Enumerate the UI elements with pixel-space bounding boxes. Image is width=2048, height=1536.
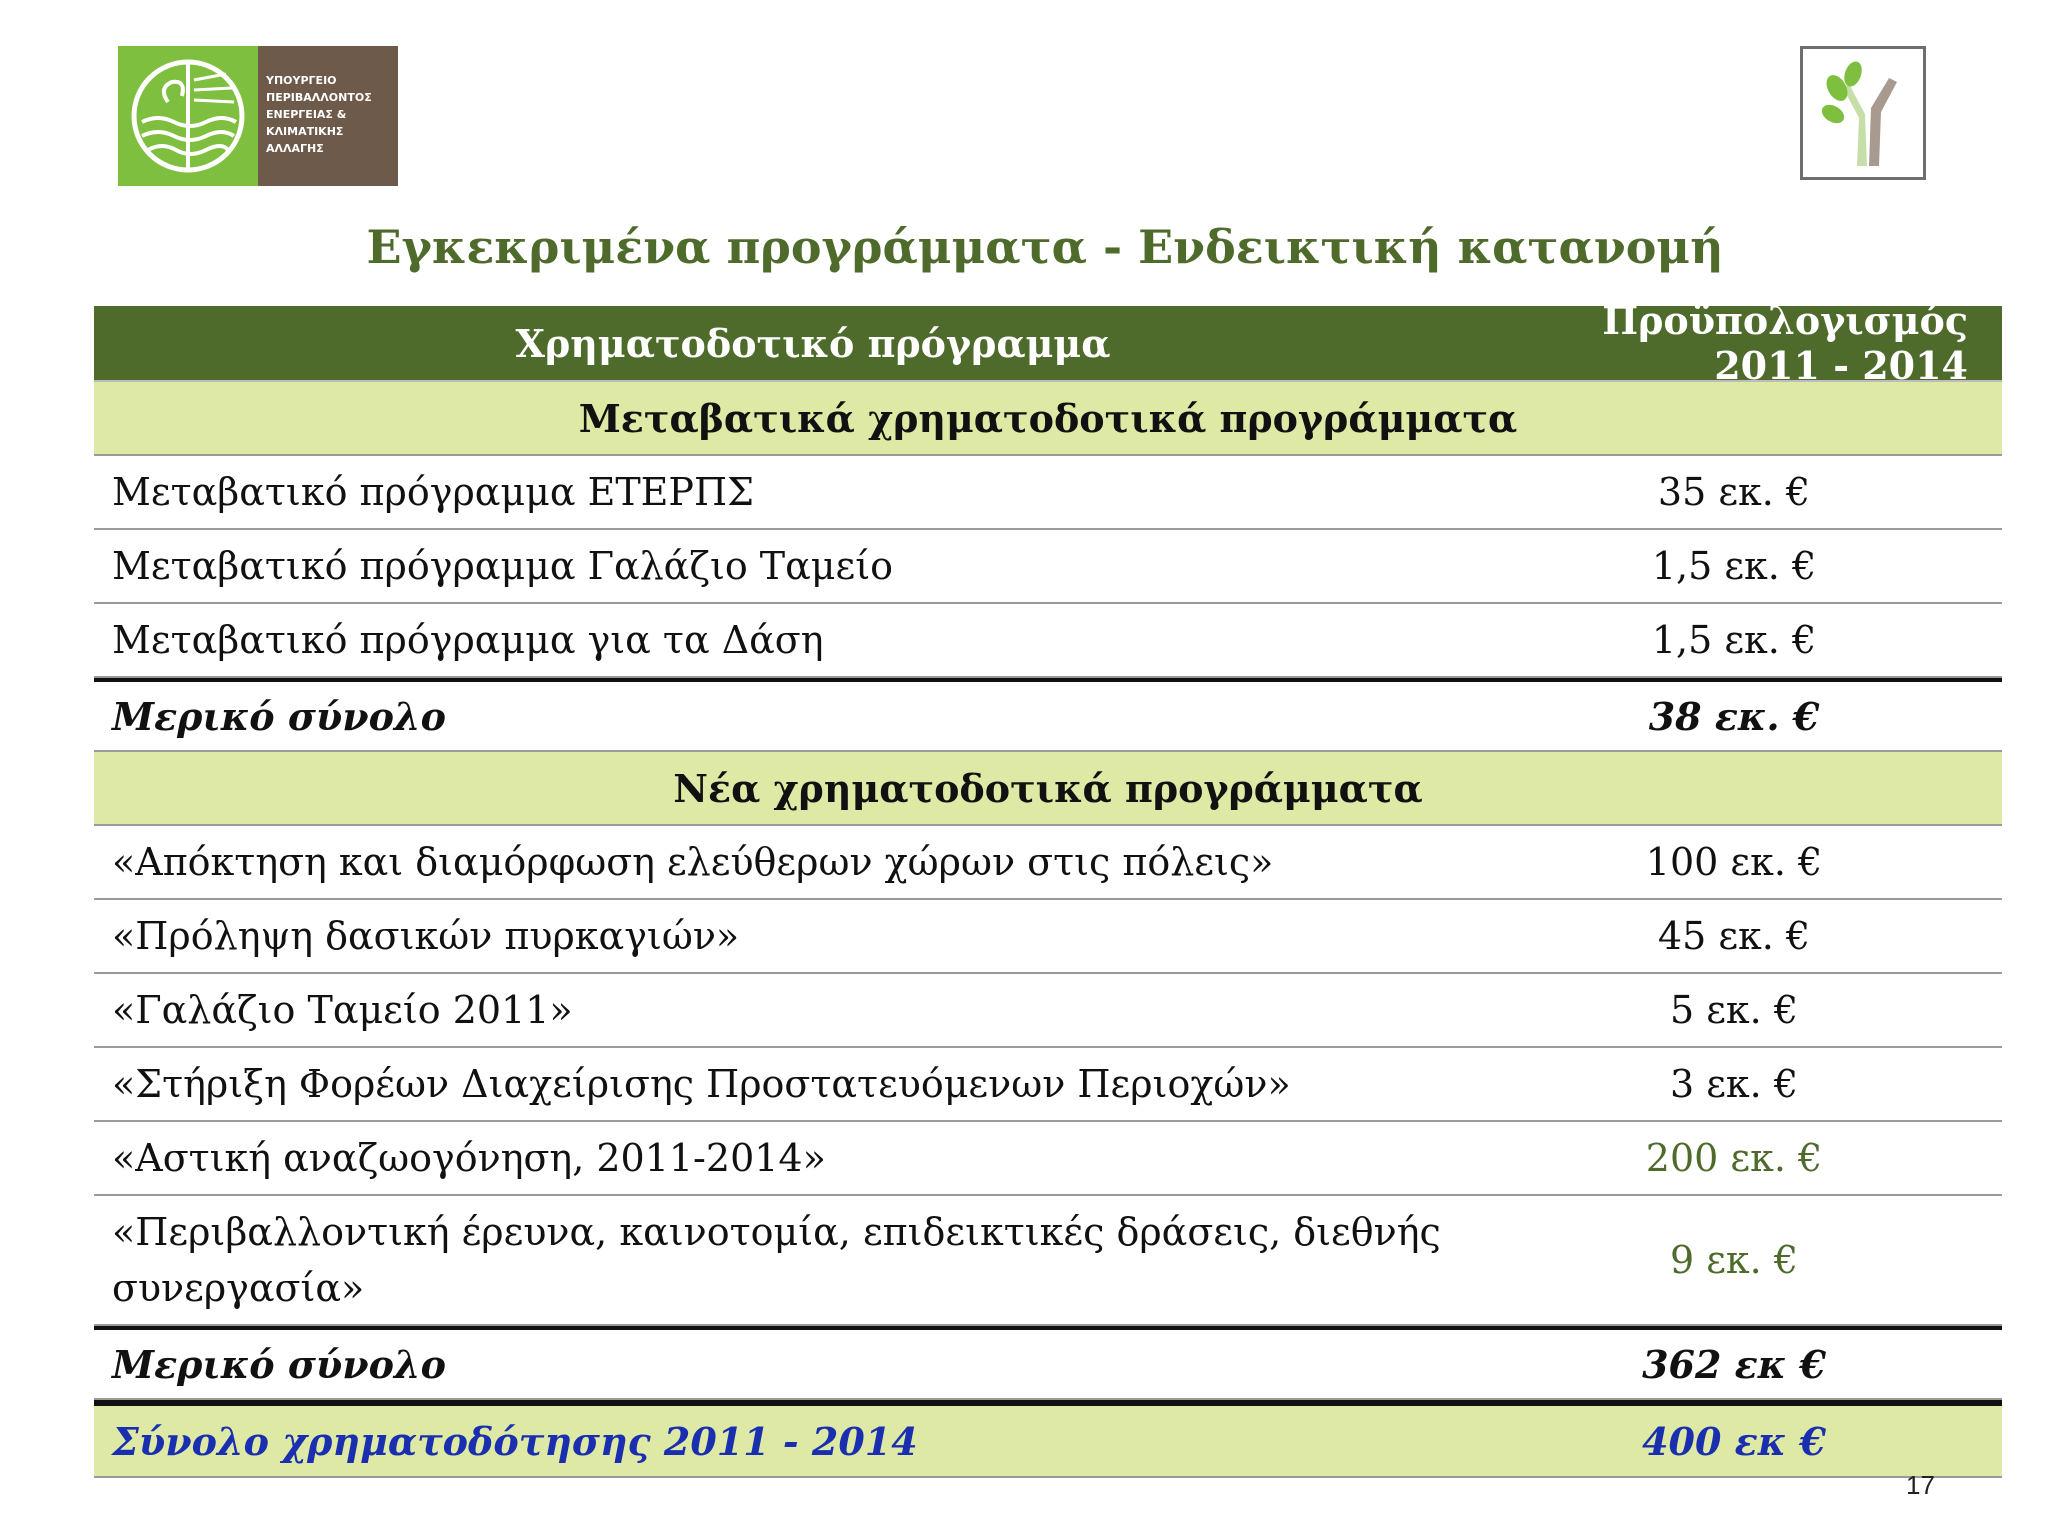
budget-cell: 1,5 εκ. €: [1651, 618, 1817, 662]
table-row: [94, 826, 2002, 900]
table-row: [94, 900, 2002, 974]
subtotal-value: 362 εκ €: [1642, 1341, 1826, 1387]
ministry-line: ΥΠΟΥΡΓΕΙΟ: [266, 74, 337, 87]
page-number: 17: [1906, 1470, 1935, 1500]
section-title: Μεταβατικά χρηματοδοτικά προγράμματα: [578, 395, 1518, 441]
table-row: [94, 1122, 2002, 1196]
section-title: Νέα χρηματοδοτικά προγράμματα: [673, 765, 1423, 811]
ministry-line: ΕΝΕΡΓΕΙΑΣ &: [266, 108, 347, 121]
table-row: [94, 530, 2002, 604]
budget-cell: 45 εκ. €: [1657, 914, 1811, 958]
budget-cell: 200 εκ. €: [1645, 1136, 1823, 1180]
table-row: [94, 974, 2002, 1048]
budget-cell: 35 εκ. €: [1657, 470, 1811, 514]
table-header: [94, 298, 2002, 388]
ministry-line: ΠΕΡΙΒΑΛΛΟΝΤΟΣ: [266, 91, 372, 104]
table-row: [94, 1048, 2002, 1122]
program-cell: Μεταβατικό πρόγραμμα ΕΤΕΡΠΣ: [112, 470, 754, 514]
header-program: Χρηματοδοτικό πρόγραμμα: [515, 320, 1111, 366]
total-label: Σύνολο χρηματοδότησης 2011 - 2014: [112, 1418, 918, 1464]
table-row: [94, 456, 2002, 530]
program-cell: «Περιβαλλοντική έρευνα, καινοτομία, επιδεικτικές δράσεις, διεθνής συνεργασία»: [112, 1210, 1441, 1310]
total-row: [94, 1400, 2002, 1478]
program-cell: «Πρόληψη δασικών πυρκαγιών»: [112, 914, 740, 958]
section-header: [94, 752, 2002, 826]
budget-cell: 1,5 εκ. €: [1651, 544, 1817, 588]
budget-cell: 5 εκ. €: [1669, 988, 1799, 1032]
subtotal-label: Μερικό σύνολο: [112, 693, 446, 739]
header-budget: Προϋπολογισμός 2011 - 2014: [1602, 298, 1968, 388]
ministry-line: ΚΛΙΜΑΤΙΚΗΣ: [266, 125, 344, 138]
program-cell: «Γαλάζιο Ταμείο 2011»: [112, 988, 573, 1032]
page-title: Εγκεκριμένα προγράμματα - Ενδεικτική κατανομή: [366, 220, 1724, 274]
program-cell: «Απόκτηση και διαμόρφωση ελεύθερων χώρων στις πόλεις»: [112, 840, 1274, 884]
program-cell: «Αστική αναζωογόνηση, 2011-2014»: [112, 1136, 826, 1180]
budget-table: [94, 298, 2002, 1478]
ministry-name: [258, 46, 398, 186]
ministry-line: ΑΛΛΑΓΗΣ: [266, 142, 324, 155]
subtotal-label: Μερικό σύνολο: [112, 1341, 446, 1387]
program-cell: Μεταβατικό πρόγραμμα για τα Δάση: [112, 618, 824, 662]
budget-cell: 9 εκ. €: [1669, 1238, 1799, 1282]
subtotal-value: 38 εκ. €: [1648, 693, 1820, 739]
total-value: 400 εκ €: [1642, 1418, 1826, 1464]
budget-cell: 100 εκ. €: [1645, 840, 1823, 884]
ministry-logo: [118, 46, 398, 186]
table-row: [94, 604, 2002, 678]
tree-plant-icon: [1800, 46, 1926, 180]
subtotal-row: [94, 1326, 2002, 1400]
section-header: [94, 382, 2002, 456]
budget-cell: 3 εκ. €: [1669, 1062, 1799, 1106]
program-cell: Μεταβατικό πρόγραμμα Γαλάζιο Ταμείο: [112, 544, 893, 588]
program-cell: «Στήριξη Φορέων Διαχείρισης Προστατευόμενων Περιοχών»: [112, 1062, 1291, 1106]
subtotal-row: [94, 678, 2002, 752]
ministry-sun-wave-icon: [118, 46, 258, 186]
table-row: [94, 1196, 2002, 1326]
